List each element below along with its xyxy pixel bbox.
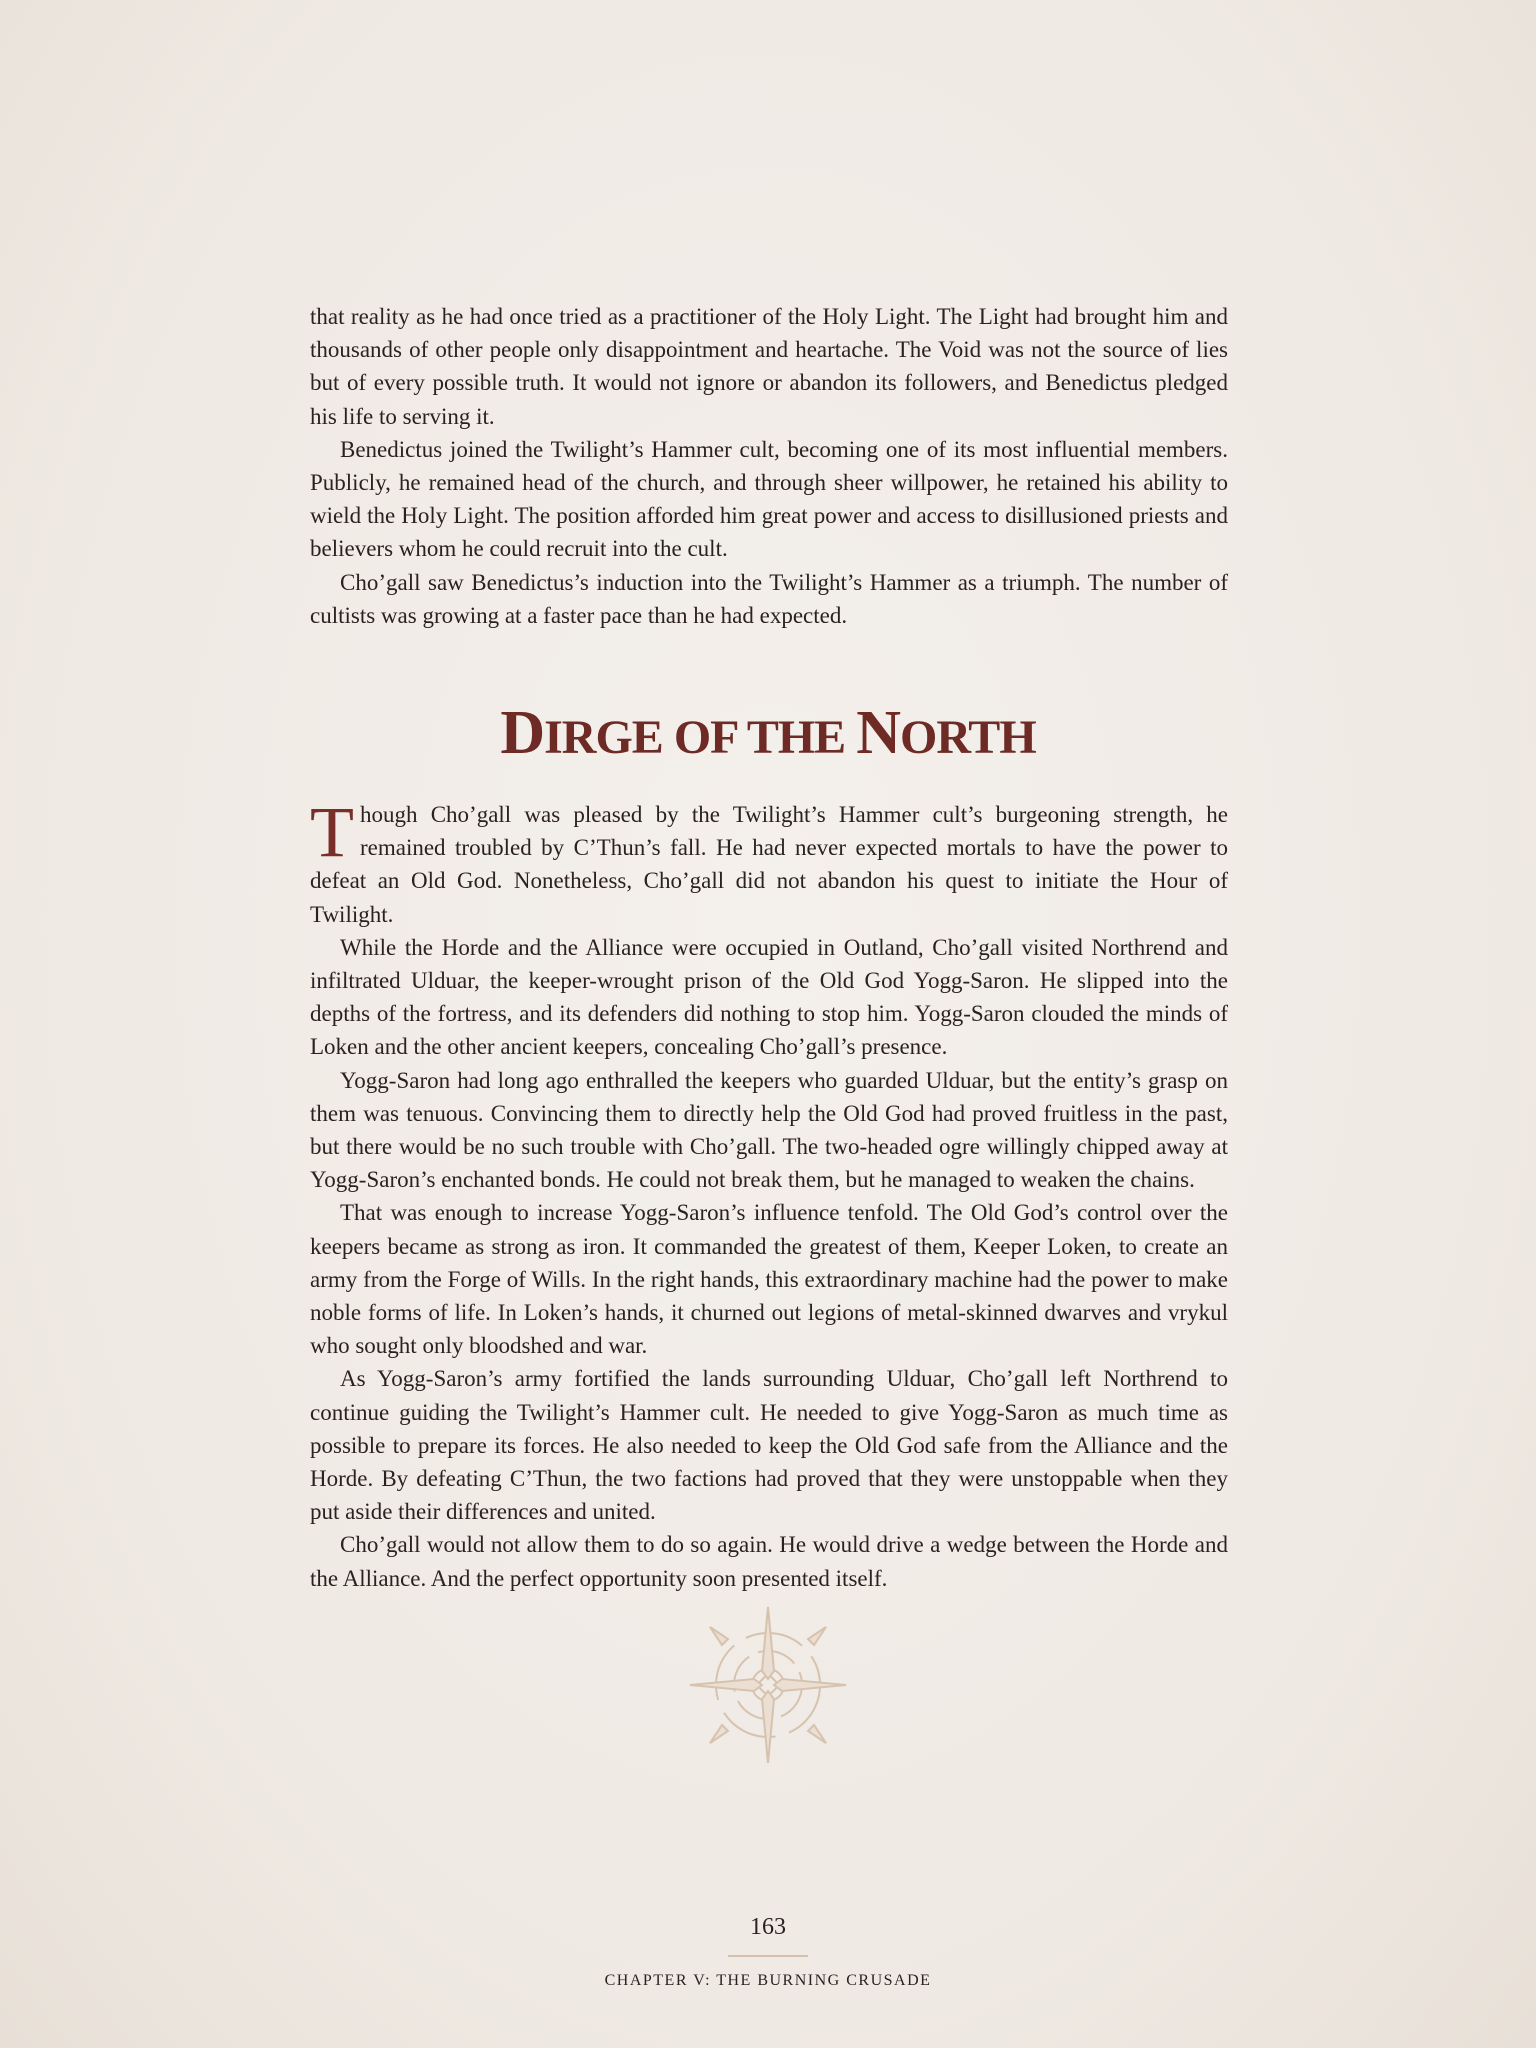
paragraph: Cho’gall would not allow them to do so again. He would drive a wedge between the Horde and the Alliance. And the perfect opportunity soon presented itself. [310,1532,1228,1591]
chapter-title: CHAPTER V: THE BURNING CRUSADE [604,1972,932,1989]
paragraph: Benedictus joined the Twilight’s Hammer cult, becoming one of its most influential members. Publicly, he remained head of the church, and through sheer willpower, he retained his ability to wield the Holy Light. The position afforded him great power and access to disillusioned priests and believers whom he could recruit into the cult. [310,436,1228,562]
paragraph-text: hough Cho’gall was pleased by the Twilight’s Hammer cult’s burgeoning strength, he remained troubled by C’Thun’s fall. He had never expected mortals to have the power to defeat an Old God. Nonetheless, Cho’gall did not abandon his quest to initiate the Hour of Twilight. [310,802,1228,927]
heading-initial: N [856,699,900,767]
compass-ornament-icon [688,1605,848,1765]
paragraph: That was enough to increase Yogg-Saron’s influence tenfold. The Old God’s control over the keepers became as strong as iron. It commanded the greatest of them, Keeper Loken, to create an army from the Forge of Wills. In the right hands, this extraordinary machine had the power to make noble forms of life. In Loken’s hands, it churned out legions of metal-skinned dwarves and vrykul who sought only bloodshed and war. [310,1200,1228,1359]
heading-part: ORTH [899,711,1036,764]
section-continued-text [310,300,1228,632]
paragraph: Cho’gall saw Benedictus’s induction into the Twilight’s Hammer as a triumph. The number of cultists was growing at a faster pace than he had expected. [310,569,1228,628]
paragraph: Yogg-Saron had long ago enthralled the keepers who guarded Ulduar, but the entity’s grasp on them was tenuous. Convincing them to directly help the Old God had proved fruitless in the past, but there would be no such trouble with Cho’gall. The two-headed ogre willingly chipped away at Yogg-Saron’s enchanted bonds. He could not break them, but he managed to weaken the chains. [310,1067,1228,1193]
section-body [310,792,1228,1595]
paragraph: While the Horde and the Alliance were occupied in Outland, Cho’gall visited Northrend and infiltrated Ulduar, the keeper-wrought prison of the Old God Yogg-Saron. He slipped into the depths of the fortress, and its defenders did nothing to stop him. Yogg-Saron clouded the minds of Loken and the other ancient keepers, concealing Cho’gall’s presence. [310,934,1228,1060]
page-number: 163 [750,1914,786,1940]
drop-cap: T [310,792,354,872]
section-heading [0,698,1536,769]
heading-part: IRGE OF THE [544,711,857,764]
paragraph: As Yogg-Saron’s army fortified the lands surrounding Ulduar, Cho’gall left Northrend to continue guiding the Twilight’s Hammer cult. He needed to give Yogg-Saron as much time as possible to prepare its forces. He also needed to keep the Old God safe from the Alliance and the Horde. By defeating C’Thun, the two factions had proved that they were unstoppable when they put aside their differences and united. [310,1366,1228,1525]
paragraph [310,792,1228,931]
paragraph: that reality as he had once tried as a practitioner of the Holy Light. The Light had brought him and thousands of other people only disappointment and heartache. The Void was not the source of lies but of every possible truth. It would not ignore or abandon its followers, and Benedictus pledged his life to serving it. [310,304,1228,429]
heading-initial: D [500,699,545,767]
footer-divider [728,1955,808,1957]
